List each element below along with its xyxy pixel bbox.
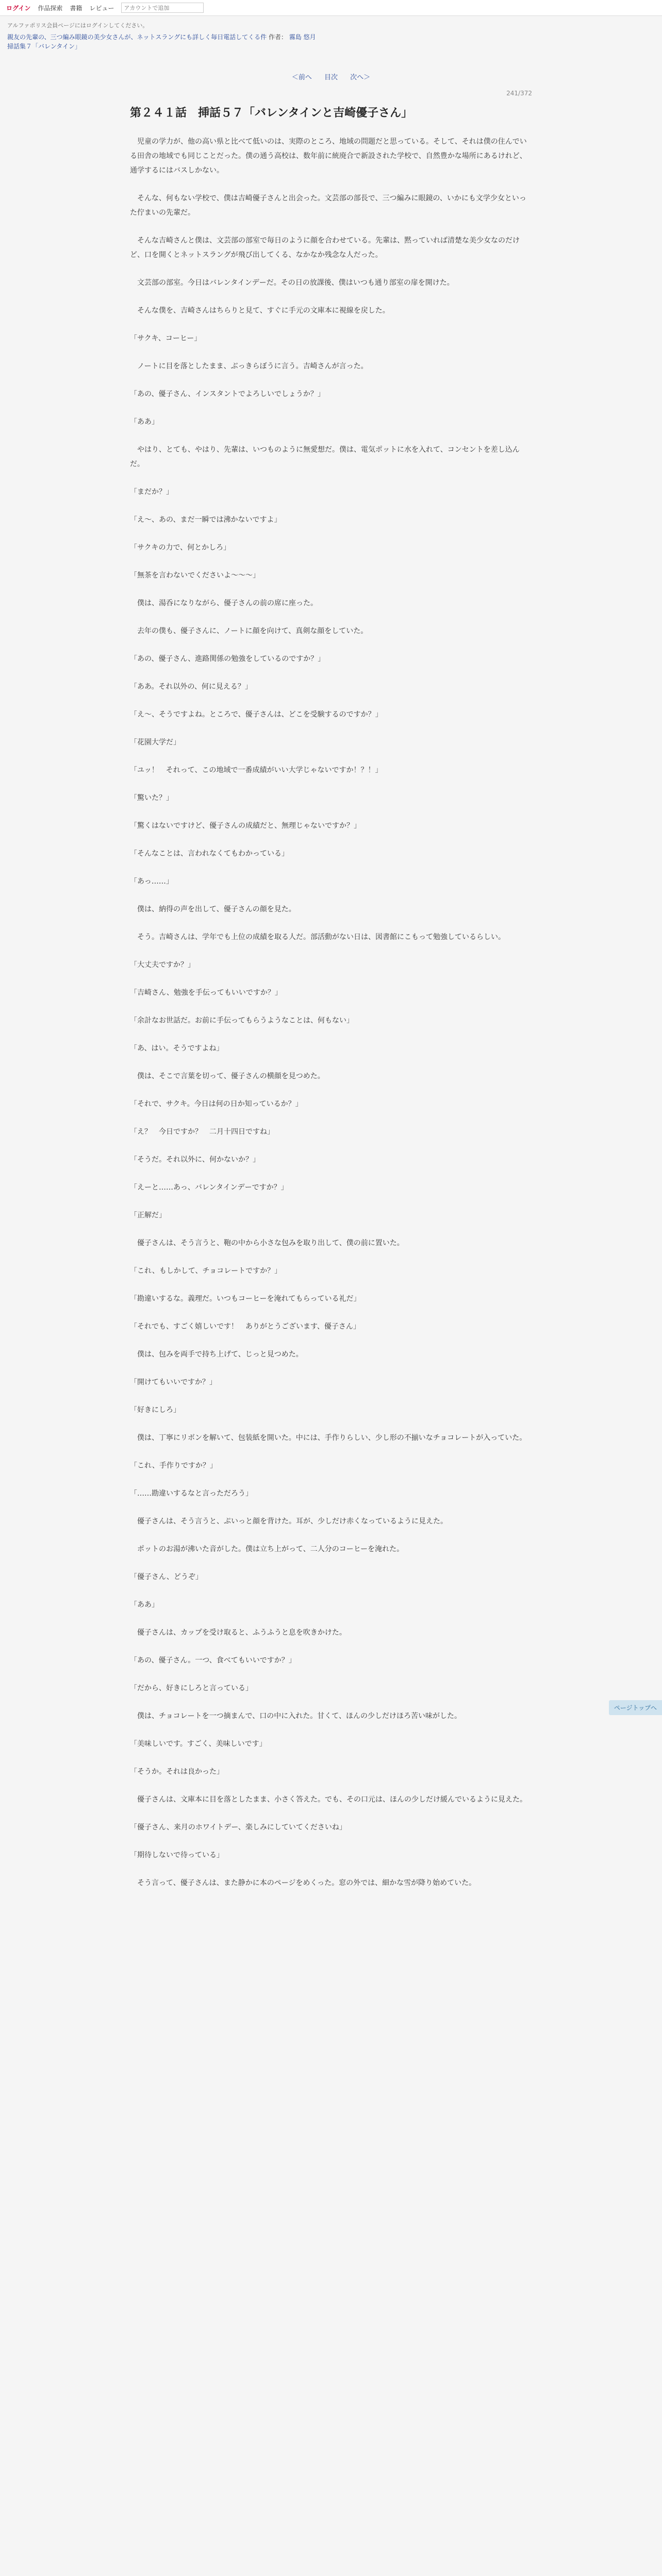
paragraph: 「余計なお世話だ。お前に手伝ってもらうようなことは、何もない」 (130, 1016, 354, 1025)
paragraph: 「驚くはないですけど、優子さんの成績だと、無理じゃないですか？」 (130, 822, 361, 830)
paragraph: 「勘違いするな。義理だ。いつもコーヒーを淹れてもらっている礼だ」 (130, 1295, 361, 1303)
paragraph: 「これ、もしかして、チョコレートですか？」 (130, 1267, 282, 1275)
paragraph: 「ああ」 (130, 418, 159, 426)
paragraph: 「そうか。それは良かった」 (130, 1768, 224, 1776)
paragraph: そんな僕を、吉崎さんはちらりと見て、すぐに手元の文庫本に視線を戻した。 (130, 307, 390, 315)
paragraph: 「……勘違いするなと言っただろう」 (130, 1489, 253, 1498)
index-link[interactable]: 目次 (324, 74, 338, 81)
paragraph: 「好きにしろ」 (130, 1406, 180, 1414)
nav-item-reviews[interactable]: レビュー (89, 4, 114, 12)
paragraph: 僕は、チョコレートを一つ摘まんで、口の中に入れた。甘くて、ほんの少しだけほろ苦い味がした。 (130, 1712, 462, 1720)
paragraph: 「だから、好きにしろと言っている」 (130, 1684, 253, 1692)
paragraph: 「サクキ、コーヒー」 (130, 334, 202, 343)
top-bar (0, 0, 662, 16)
paragraph: 僕は、納得の声を出して、優子さんの顔を見た。 (130, 905, 296, 913)
paragraph: ポットのお湯が沸いた音がした。僕は立ち上がって、二人分のコーヒーを淹れた。 (130, 1545, 404, 1553)
paragraph: そう。吉崎さんは、学年でも上位の成績を取る人だ。部活動がない日は、図書館にこもって勉強しているらしい。 (130, 933, 505, 941)
breadcrumb (0, 30, 662, 53)
paragraph: 「正解だ」 (130, 1211, 166, 1219)
paragraph: 「サクキの力で、何とかしろ」 (130, 544, 231, 552)
paragraph: 「あ、はい。そうですよね」 (130, 1044, 224, 1053)
paragraph: 「それでも、すごく嬉しいです！ ありがとうございます、優子さん」 (130, 1323, 360, 1331)
login-notice-text: アルファポリス会員ページにはログインしてください。 (7, 22, 148, 29)
paragraph: 「あっ……」 (130, 877, 173, 886)
paragraph: 僕は、そこで言葉を切って、優子さんの横顔を見つめた。 (130, 1072, 325, 1080)
search-input[interactable] (121, 3, 204, 13)
paragraph: 「あの、優子さん。一つ、食べてもいいですか？」 (130, 1656, 296, 1665)
paragraph: 僕は、湯呑になりながら、優子さんの前の席に座った。 (130, 599, 318, 607)
breadcrumb-chapter: 掃話集７「バレンタイン」 (7, 43, 81, 50)
paragraph: 「そうだ。それ以外に、何かないか？」 (130, 1156, 260, 1164)
login-notice (0, 16, 662, 30)
prev-link[interactable]: ＜前へ (291, 74, 312, 81)
paragraph: 「美味しいです。すごく、美味しいです」 (130, 1740, 267, 1748)
top-pager (0, 72, 662, 81)
paragraph: 「期待しないで待っている」 (130, 1851, 224, 1859)
paragraph: 「ああ。それ以外の、何に見える？」 (130, 683, 252, 691)
paragraph: 「花園大学だ」 (130, 738, 180, 747)
paragraph: 優子さんは、文庫本に目を落としたまま、小さく答えた。でも、その口元は、ほんの少しだけ緩んでいるように見えた。 (130, 1795, 527, 1804)
paragraph: 「これ、手作りですか？」 (130, 1462, 217, 1470)
paragraph: ノートに目を落としたまま、ぶっきらぼうに言う。吉崎さんが言った。 (130, 362, 368, 370)
paragraph: 去年の僕も、優子さんに、ノートに顔を向けて、真剣な顔をしていた。 (130, 627, 368, 635)
page-top-button[interactable]: ページトップへ (609, 1700, 662, 1715)
breadcrumb-work-link[interactable]: 親友の先輩の、三つ編み眼鏡の美少女さんが、ネットスラングにも詳しく毎日電話してくる件 (7, 33, 267, 41)
paragraph: 「そんなことは、言われなくてもわかっている」 (130, 850, 289, 858)
paragraph: やはり、とても、やはり、先輩は、いつものように無愛想だ。僕は、電気ポットに水を入れて、コンセントを差し込んだ。 (130, 446, 520, 468)
paragraph: 「優子さん、来月のホワイトデー、楽しみにしていてくださいね」 (130, 1823, 346, 1832)
author-label: 作者： (269, 33, 288, 41)
nav-item-books[interactable]: 書籍 (70, 4, 82, 12)
author-link[interactable]: 霧島 悠月 (289, 33, 316, 41)
paragraph: 児童の学力が、他の高い県と比べて低いのは、実際のところ、地域の問題だと思っている。そして、それは僕の住んでいる田舎の地域でも同じことだった。僕の通う高校は、数年前に統廃合で新設された学校で、自然豊かな場所にあるけれど、通学するにはバスしかない。 (130, 138, 527, 175)
paragraph: 「えーと……あっ、バレンタインデーですか？」 (130, 1183, 288, 1192)
paragraph: 僕は、包みを両手で持ち上げて、じっと見つめた。 (130, 1350, 303, 1359)
paragraph: 「ああ」 (130, 1601, 159, 1609)
chapter-body (130, 134, 532, 1890)
nav-item-explore[interactable]: 作品探索 (38, 4, 63, 12)
paragraph: 「驚いた？」 (130, 794, 173, 802)
paragraph: 「それで、サクキ。今日は何の日か知っているか？」 (130, 1100, 303, 1108)
paragraph: 「無茶を言わないでくださいよ～～～」 (130, 571, 260, 580)
paragraph: そう言って、優子さんは、また静かに本のページをめくった。窓の外では、細かな雪が降り始めていた。 (130, 1879, 476, 1887)
next-link[interactable]: 次へ＞ (350, 74, 371, 81)
paragraph: 「優子さん、どうぞ」 (130, 1573, 203, 1581)
chapter-title: 第２４１話 挿話５７「バレンタインと吉崎優子さん」 (130, 106, 413, 120)
paragraph: 「え～、そうですよね。ところで、優子さんは、どこを受験するのですか？」 (130, 710, 383, 719)
paragraph: 「まだか？」 (130, 488, 173, 496)
paragraph: 「え？ 今日ですか？ 二月十四日ですね」 (130, 1128, 274, 1136)
chapter-container (130, 90, 532, 1890)
paragraph: 優子さんは、そう言うと、鞄の中から小さな包みを取り出して、僕の前に置いた。 (130, 1239, 404, 1247)
paragraph: 「開けてもいいですか？」 (130, 1378, 217, 1386)
paragraph: 「大丈夫ですか？」 (130, 961, 195, 969)
paragraph: そんな吉崎さんと僕は、文芸部の部室で毎日のように顔を合わせている。先輩は、黙っていれば清楚な美少女なのだけど、口を開くとネットスラングが飛び出してくる、なかなか残念な人だった。 (130, 236, 520, 259)
paragraph: 「吉崎さん、勉強を手伝ってもいいですか？」 (130, 989, 282, 997)
paragraph: 「え～、あの、まだ一瞬では沸かないですよ」 (130, 516, 282, 524)
chapter-number: 241/372 (506, 90, 532, 97)
paragraph: 「ユッ！ それって、この地域で一番成績がいい大学じゃないですか！？！」 (130, 766, 383, 774)
paragraph: 文芸部の部室。今日はバレンタインデーだ。その日の放課後、僕はいつも通り部室の扉を開けた。 (130, 279, 454, 287)
paragraph: 「あの、優子さん、進路関係の勉強をしているのですか？」 (130, 655, 325, 663)
paragraph: 優子さんは、そう言うと、ぷいっと顔を背けた。耳が、少しだけ赤くなっているように見えた。 (130, 1517, 448, 1526)
paragraph: そんな、何もない学校で、僕は吉崎優子さんと出会った。文芸部の部長で、三つ編みに眼鏡の、いかにも文学少女といった佇まいの先輩だ。 (130, 194, 526, 217)
paragraph: 優子さんは、カップを受け取ると、ふうふうと息を吹きかけた。 (130, 1629, 346, 1637)
paragraph: 「あの、優子さん、インスタントでよろしいでしょうか？」 (130, 390, 325, 398)
paragraph: 僕は、丁寧にリボンを解いて、包装紙を開いた。中には、手作りらしい、少し形の不揃いなチョコレートが入っていた。 (130, 1434, 527, 1442)
login-link[interactable]: ログイン (6, 4, 31, 12)
